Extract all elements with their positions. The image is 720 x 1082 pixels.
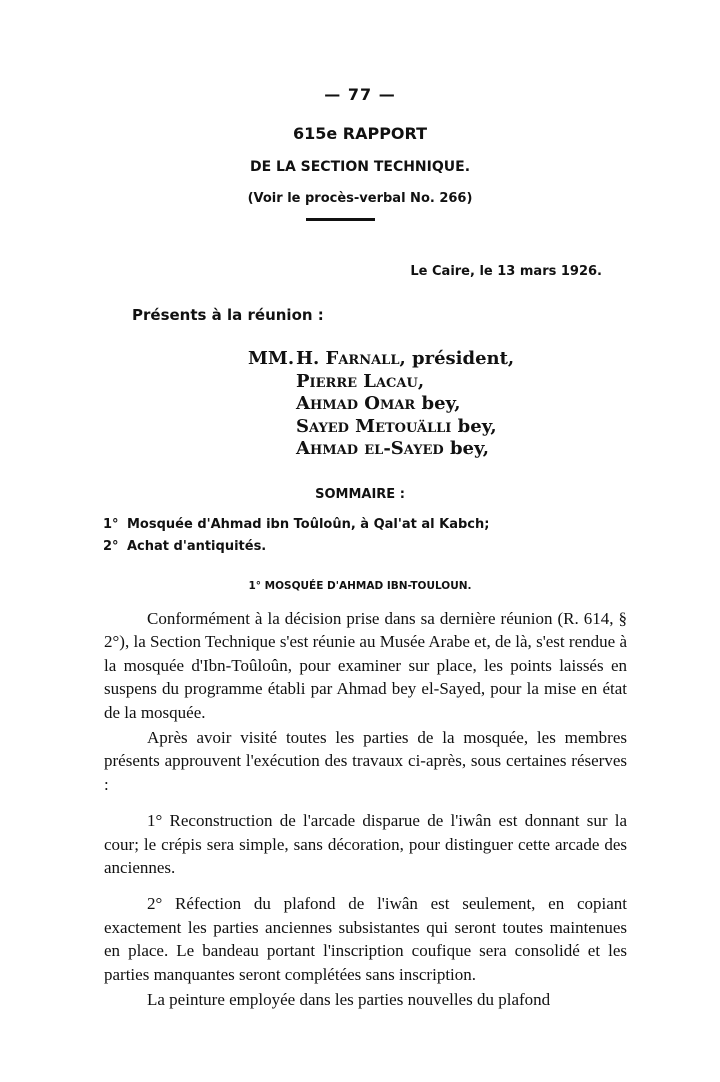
member-row xyxy=(248,438,514,461)
minutes-reference: (Voir le procès-verbal No. 266) xyxy=(247,191,473,206)
summary-item-text: Mosquée d'Ahmad ibn Toûloûn, à Qal'at al Kabch; xyxy=(127,517,490,532)
member-role: bey, xyxy=(451,415,497,437)
summary-item-number: 2° xyxy=(103,539,119,554)
summary-item-text: Achat d'antiquités. xyxy=(127,539,267,554)
member-name: Sayed Metouälli xyxy=(296,415,452,437)
paragraph: Conformément à la décision prise dans sa dernière réunion (R. 614, § 2°), la Section Technique s'est réunie au Musée Arabe et, de là, s'est rendue à la mosquée d'Ibn-Toûloûn, pour examiner sur place, les points laissés en suspens du programme établi par Ahmad bey el-Sayed, pour la mise en état de la mosquée. xyxy=(104,609,627,722)
title-divider xyxy=(306,218,375,221)
members-list xyxy=(248,348,514,461)
summary-heading: SOMMAIRE : xyxy=(315,487,405,502)
member-name: Ahmad Omar xyxy=(296,393,416,414)
member-name: H. Farnall, xyxy=(296,348,406,369)
summary-item xyxy=(103,539,266,554)
member-name: Pierre Lacau, xyxy=(296,370,425,392)
paragraph: 2° Réfection du plafond de l'iwân est seulement, en copiant exactement les parties anciennes subsistantes qui seront toutes maintenues en place. Le bandeau portant l'inscription coufique sera consolidé et les parties manquantes seront complétées sans inscription. xyxy=(104,894,627,984)
summary-item-number: 1° xyxy=(103,517,119,532)
summary-item xyxy=(103,517,489,532)
report-title: 615e RAPPORT xyxy=(292,124,428,143)
page-number: — 77 — xyxy=(324,85,396,104)
member-row xyxy=(248,371,514,394)
member-role: bey, xyxy=(443,438,489,459)
member-role: bey, xyxy=(415,393,461,414)
report-date: Le Caire, le 13 mars 1926. xyxy=(410,264,602,279)
paragraph: Après avoir visité toutes les parties de la mosquée, les membres présents approuvent l'exécution des travaux ci-après, sous certaines réserves : xyxy=(104,728,627,794)
member-role: président, xyxy=(405,348,515,369)
report-subtitle: DE LA SECTION TECHNIQUE. xyxy=(249,159,471,175)
member-name: Ahmad el-Sayed xyxy=(296,438,444,459)
member-row xyxy=(248,348,514,371)
paragraph: La peinture employée dans les parties nouvelles du plafond xyxy=(147,990,551,1010)
section-heading: 1° MOSQUÉE D'AHMAD IBN-TOULOUN. xyxy=(248,580,472,592)
body-text xyxy=(104,607,627,1012)
presents-label: Présents à la réunion : xyxy=(132,306,324,324)
member-row xyxy=(248,393,514,416)
member-row xyxy=(248,416,514,439)
members-prefix: MM. xyxy=(248,348,295,369)
paragraph: 1° Reconstruction de l'arcade disparue de l'iwân est donnant sur la cour; le crépis sera simple, sans décoration, pour distinguer cette arcade des anciennes. xyxy=(104,811,627,878)
